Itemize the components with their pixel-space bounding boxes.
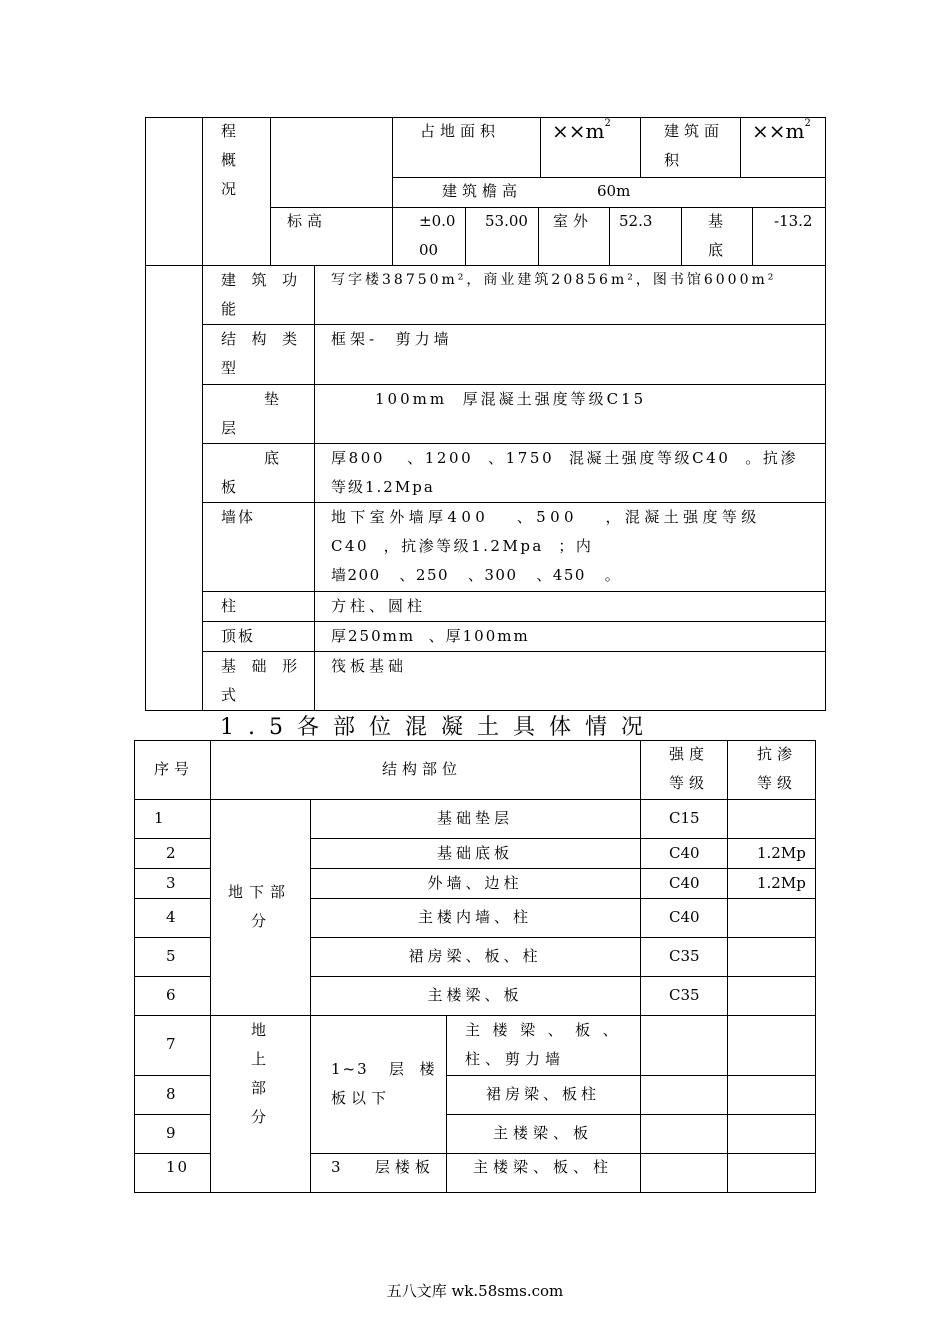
elev-label: 标高 bbox=[287, 212, 328, 230]
slab-value-2: 等级1.2Mpa bbox=[331, 478, 435, 496]
row-6-no: 6 bbox=[166, 986, 178, 1004]
header-strength-1: 强度 bbox=[669, 745, 710, 763]
row-5-part: 裙房梁、板、柱 bbox=[408, 947, 542, 965]
above-group-2: 上 bbox=[251, 1050, 269, 1068]
overview-label-2: 概 bbox=[221, 151, 239, 169]
row-6-part: 主楼梁、板 bbox=[427, 986, 523, 1004]
row-6-strength: C35 bbox=[669, 986, 700, 1004]
row-2-seepage: 1.2Mp bbox=[757, 844, 806, 862]
row-8-part: 裙房梁、板柱 bbox=[485, 1085, 600, 1103]
above-group-3: 部 bbox=[251, 1079, 269, 1097]
base-label-1: 基 bbox=[708, 212, 726, 230]
slab-label-1: 底 bbox=[264, 449, 282, 467]
wall-label: 墙体 bbox=[221, 508, 256, 526]
roof-label: 顶板 bbox=[221, 627, 256, 645]
slab-value-1: 厚800 、1200 、1750 混凝土强度等级C40 。抗渗 bbox=[331, 449, 799, 467]
row-3-no: 3 bbox=[166, 874, 178, 892]
structure-value: 框架- 剪力墙 bbox=[331, 330, 453, 348]
row-2-strength: C40 bbox=[669, 844, 700, 862]
zero-label-1: ±0.0 bbox=[419, 212, 456, 230]
row-2-no: 2 bbox=[166, 844, 178, 862]
wall-value-1: 地下室外墙厚400 、500 ，混凝土强度等级 bbox=[331, 508, 761, 526]
header-seepage-1: 抗渗 bbox=[757, 745, 798, 763]
underground-group-1: 地下部 bbox=[228, 883, 292, 901]
row-4-no: 4 bbox=[166, 908, 178, 926]
eave-value: 60m bbox=[597, 182, 631, 200]
header-part: 结构部位 bbox=[382, 760, 463, 778]
footer-watermark: 五八文库 wk.58sms.com bbox=[386, 1282, 564, 1300]
zero-label-2: 00 bbox=[419, 241, 439, 259]
header-strength-2: 等级 bbox=[669, 774, 710, 792]
row-3-seepage: 1.2Mp bbox=[757, 874, 806, 892]
header-seepage-2: 等级 bbox=[757, 774, 798, 792]
outdoor-value: 52.3 bbox=[619, 212, 653, 230]
row-8-no: 8 bbox=[166, 1085, 178, 1103]
overview-label-3: 况 bbox=[221, 180, 239, 198]
outdoor-label: 室外 bbox=[553, 212, 594, 230]
slab-label-2: 板 bbox=[221, 478, 239, 496]
floor-area-label-2: 积 bbox=[664, 151, 682, 169]
cushion-label-2: 层 bbox=[221, 419, 239, 437]
base-label-2: 底 bbox=[708, 241, 726, 259]
base-value: -13.2 bbox=[774, 212, 813, 230]
cushion-label-1: 垫 bbox=[264, 390, 282, 408]
above-group-4: 分 bbox=[251, 1108, 269, 1126]
floor-area-label-1: 建筑面 bbox=[664, 122, 725, 140]
section-title: 1.5各部位混凝土具体情况 bbox=[220, 715, 657, 740]
row-5-no: 5 bbox=[166, 947, 178, 965]
underground-group-2: 分 bbox=[251, 912, 269, 930]
column-label: 柱 bbox=[221, 597, 239, 615]
row-4-strength: C40 bbox=[669, 908, 700, 926]
cushion-value: 100mm 厚混凝土强度等级C15 bbox=[375, 390, 647, 408]
row-10-no: 10 bbox=[166, 1158, 190, 1176]
row-7-no: 7 bbox=[166, 1035, 178, 1053]
floors-1-3-label-1: 1~3 层 楼 bbox=[331, 1060, 437, 1078]
row-9-no: 9 bbox=[166, 1124, 178, 1142]
foundation-label-2: 式 bbox=[221, 686, 239, 704]
row-4-part: 主楼内墙、柱 bbox=[417, 908, 532, 926]
floors-1-3-label-2: 板以下 bbox=[331, 1089, 392, 1107]
row-1-strength: C15 bbox=[669, 809, 700, 827]
foundation-label-1: 基 础 形 bbox=[221, 657, 300, 675]
row-7-part-2: 柱、剪力墙 bbox=[465, 1050, 566, 1068]
row-2-part: 基础底板 bbox=[436, 844, 513, 862]
row-1-part: 基础垫层 bbox=[436, 809, 513, 827]
row-9-part: 主楼梁、板 bbox=[492, 1124, 593, 1142]
row-3-strength: C40 bbox=[669, 874, 700, 892]
above-group-1: 地 bbox=[251, 1021, 269, 1039]
row-7-part-1: 主 楼 梁 、 板 、 bbox=[465, 1021, 619, 1039]
site-area-value: $\times\times m^2$ bbox=[552, 118, 611, 143]
roof-value: 厚250mm 、厚100mm bbox=[331, 627, 530, 645]
row-1-no: 1 bbox=[154, 809, 166, 827]
wall-value-3: 墙200 、250 、300 、450 。 bbox=[331, 566, 622, 584]
floor-3-label: 3 层楼板 bbox=[331, 1158, 435, 1176]
zero-value: 53.00 bbox=[485, 212, 528, 230]
overview-label-1: 程 bbox=[221, 122, 239, 140]
row-5-strength: C35 bbox=[669, 947, 700, 965]
floor-area-value: $\times\times m^2$ bbox=[752, 118, 811, 143]
column-value: 方柱、圆柱 bbox=[331, 597, 427, 615]
function-value: 写字楼38750m²，商业建筑20856m²，图书馆6000m² bbox=[331, 272, 777, 288]
row-10-part: 主楼梁、板、柱 bbox=[472, 1158, 613, 1176]
structure-label-1: 结 构 类 bbox=[221, 330, 300, 348]
site-area-label: 占地面积 bbox=[420, 122, 501, 140]
row-3-part: 外墙、边柱 bbox=[427, 874, 523, 892]
wall-value-2: C40 ，抗渗等级1.2Mpa ；内 bbox=[331, 537, 594, 555]
function-label-1: 建 筑 功 bbox=[221, 271, 300, 289]
structure-label-2: 型 bbox=[221, 359, 239, 377]
eave-label: 建筑檐高 bbox=[442, 182, 523, 200]
header-no: 序号 bbox=[154, 760, 195, 778]
function-label-2: 能 bbox=[221, 300, 239, 318]
foundation-value: 筏板基础 bbox=[331, 657, 408, 675]
